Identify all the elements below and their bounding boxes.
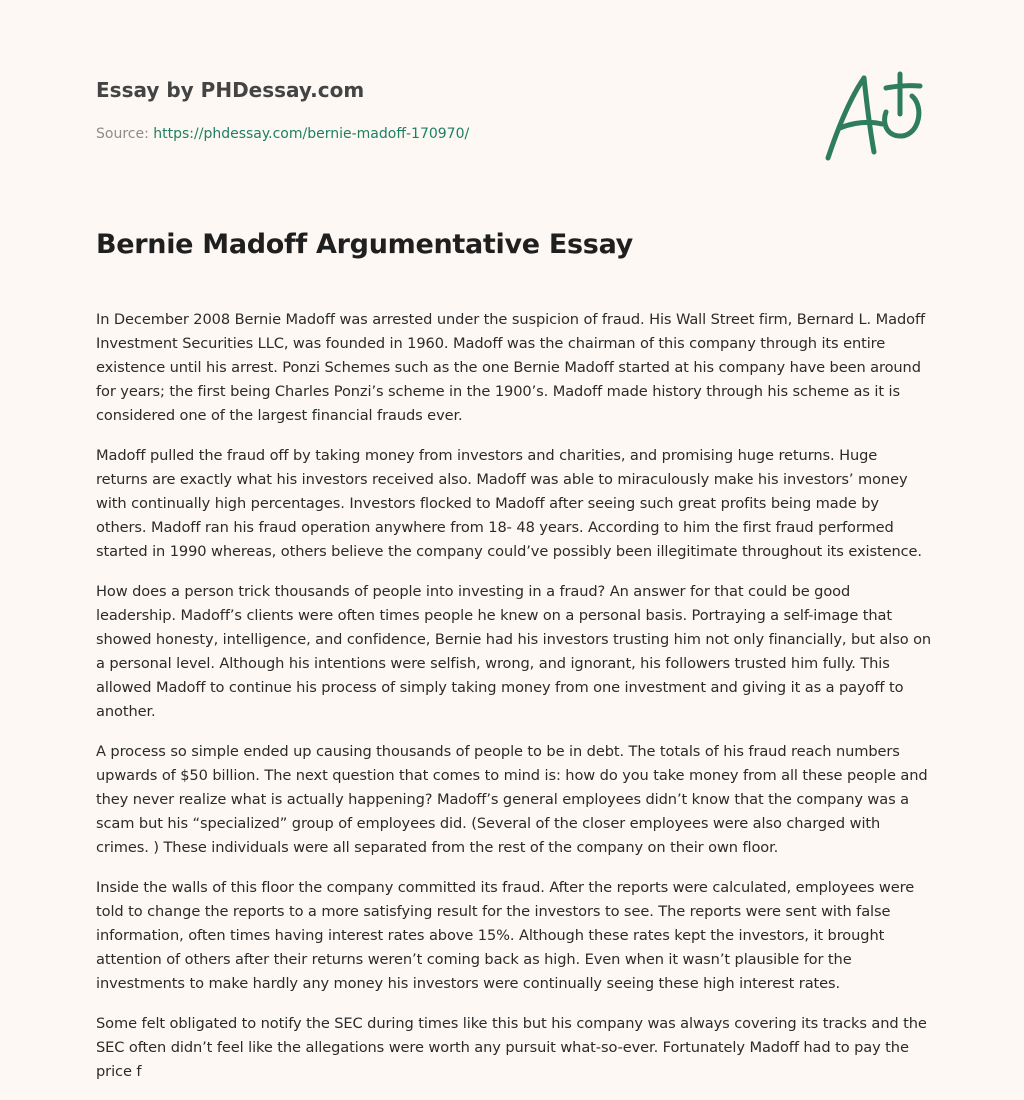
essay-paragraph-3: How does a person trick thousands of people into investing in a fraud? An answer for that could be good leadership. Madoff’s clients were often times people he knew on a personal basis. Portraying a self-image that showed honesty, intelligence, and confidence, Bernie had his investors trusting him not only financially, but also on a personal level. Although his intentions were selfish, wrong, and ignorant, his followers trusted him fully. This allowed Madoff to continue his process of simply taking money from one investment and giving it as a payoff to another. — [96, 583, 932, 720]
essay-title: Bernie Madoff Argumentative Essay — [96, 229, 633, 260]
site-title: Essay by PHDessay.com — [96, 78, 365, 102]
essay-paragraph-2: Madoff pulled the fraud off by taking money from investors and charities, and promising huge returns. Huge returns are exactly what his investors received also. Madoff was able to miraculously make his investors’ money with continually high percentages. Investors flocked to Madoff after seeing such great profits being made by others. Madoff ran his fraud operation anywhere from 18- 48 years. According to him the first fraud performed started in 1990 whereas, others believe the company could’ve possibly been illegitimate throughout its existence. — [96, 447, 922, 560]
essay-header — [96, 76, 656, 144]
source-label: Source: — [96, 126, 154, 142]
essay-body — [96, 308, 932, 1100]
essay-paragraph-6: Some felt obligated to notify the SEC during times like this but his company was always covering its tracks and the SEC often didn’t feel like the allegations were worth any pursuit what-so-ever. Fortunately Madoff had to pay the price f — [96, 1015, 927, 1080]
source-line — [96, 124, 656, 144]
a-plus-logo — [820, 66, 930, 166]
a-plus-logo-icon — [820, 66, 930, 166]
essay-paragraph-4: A process so simple ended up causing thousands of people to be in debt. The totals of his fraud reach numbers upwards of $50 billion. The next question that comes to mind is: how do you take money from all these people and they never realize what is actually happening? Madoff’s general employees didn’t know that the company was a scam but his “specialized” group of employees did. (Several of the closer employees were also charged with crimes. ) These individuals were all separated from the rest of the company on their own floor. — [96, 743, 928, 856]
essay-paragraph-1: In December 2008 Bernie Madoff was arrested under the suspicion of fraud. His Wall Street firm, Bernard L. Madoff Investment Securities LLC, was founded in 1960. Madoff was the chairman of this company through its entire existence until his arrest. Ponzi Schemes such as the one Bernie Madoff started at his company have been around for years; the first being Charles Ponzi’s scheme in the 1900’s. Madoff made history through his scheme as it is considered one of the largest financial frauds ever. — [96, 311, 926, 424]
essay-paragraph-5: Inside the walls of this floor the company committed its fraud. After the reports were calculated, employees were told to change the reports to a more satisfying result for the investors to see. The reports were sent with false information, often times having interest rates above 15%. Although these rates kept the investors, it brought attention of others after their returns weren’t coming back as high. Even when it wasn’t plausible for the investments to make hardly any money his investors were continually seeing these high interest rates. — [96, 879, 915, 992]
source-link[interactable]: https://phdessay.com/bernie-madoff-170970/ — [153, 126, 470, 142]
